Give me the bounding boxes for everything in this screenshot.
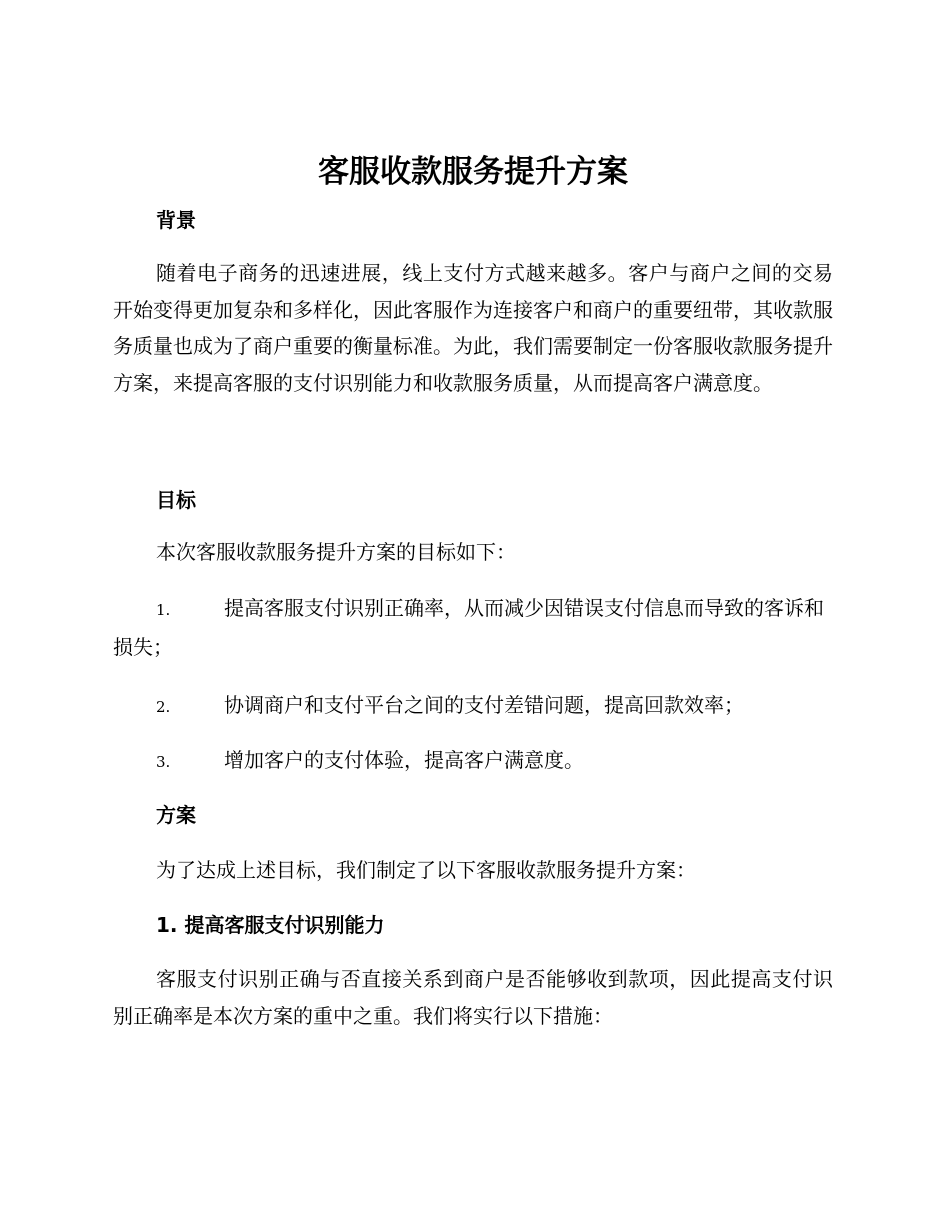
goal-item-3 <box>113 742 833 781</box>
goal-item-3-text: 增加客户的支付体验，提高客户满意度。 <box>224 748 584 772</box>
goal-item-1-number: 1. <box>156 601 171 619</box>
goal-item-2-text: 协调商户和支付平台之间的支付差错问题，提高回款效率； <box>224 693 744 717</box>
goal-item-3-number: 3. <box>156 753 171 771</box>
subsection-1-paragraph: 客服支付识别正确与否直接关系到商户是否能够收到款项，因此提高支付识别正确率是本次方案的重中之重。我们将实行以下措施： <box>113 967 833 1028</box>
goals-intro: 本次客服收款服务提升方案的目标如下： <box>156 540 516 564</box>
goal-item-2 <box>113 687 833 726</box>
subsection-heading-1: 1. 提高客服支付识别能力 <box>156 913 385 937</box>
section-heading-goals: 目标 <box>156 488 196 512</box>
section-heading-plan: 方案 <box>156 803 196 827</box>
document-title: 客服收款服务提升方案 <box>318 154 628 190</box>
goal-item-1 <box>113 590 833 665</box>
goal-item-1-text: 提高客服支付识别正确率，从而减少因错误支付信息而导致的客诉和损失； <box>113 596 824 659</box>
goal-item-2-number: 2. <box>156 698 171 716</box>
section-heading-background: 背景 <box>156 208 196 232</box>
background-paragraph: 随着电子商务的迅速进展，线上支付方式越来越多。客户与商户之间的交易开始变得更加复杂和多样化，因此客服作为连接客户和商户的重要纽带，其收款服务质量也成为了商户重要的衡量标准。为此，我们需要制定一份客服收款服务提升方案，来提高客服的支付识别能力和收款服务质量，从而提高客户满意度。 <box>113 261 833 395</box>
plan-intro: 为了达成上述目标，我们制定了以下客服收款服务提升方案： <box>156 858 696 882</box>
document-page <box>113 0 833 1230</box>
